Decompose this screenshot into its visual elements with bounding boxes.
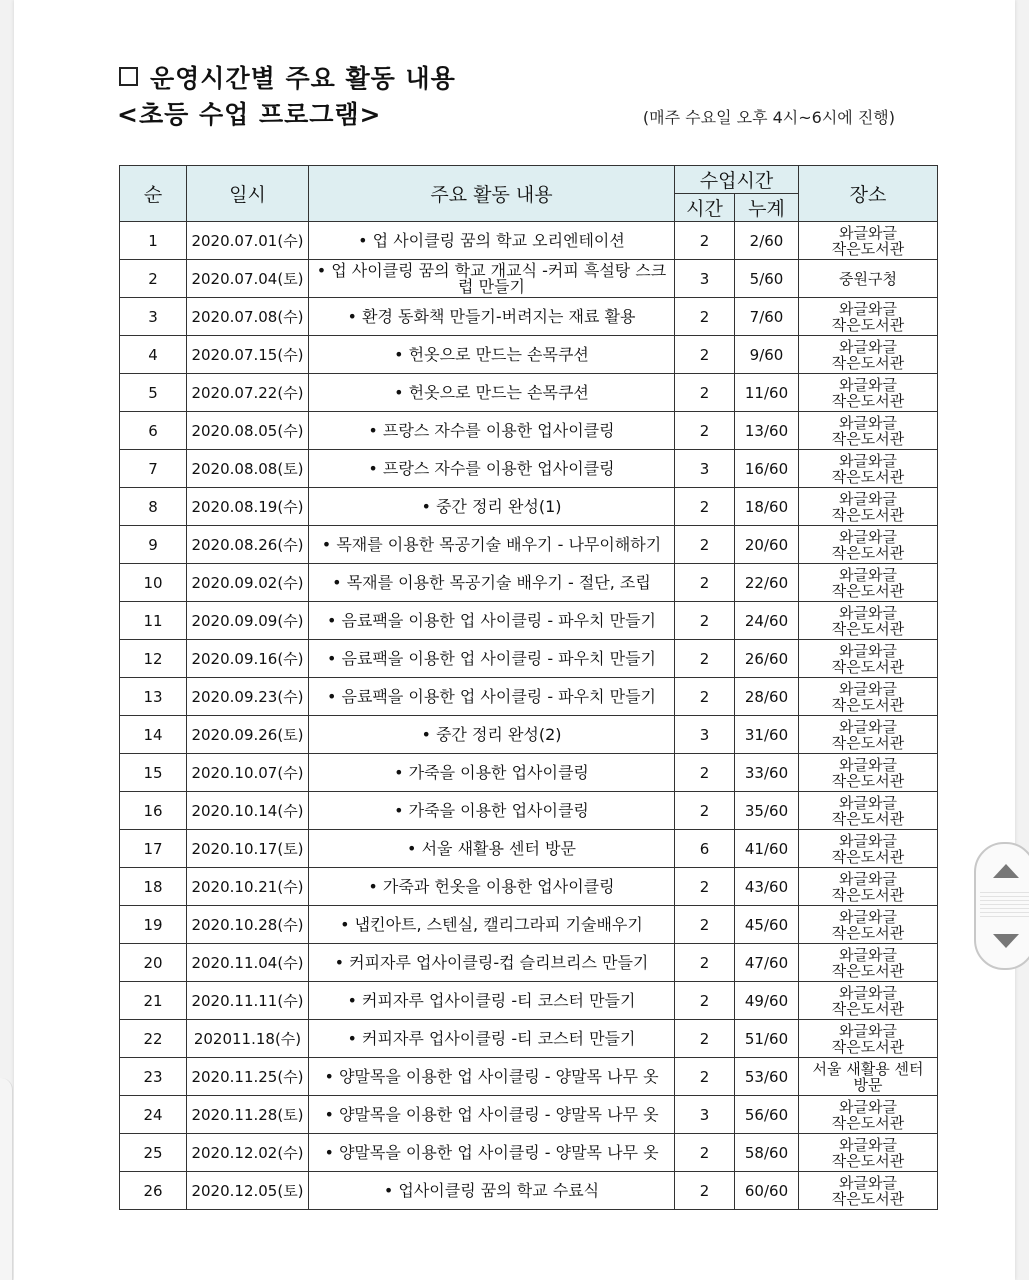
row-no: 25: [120, 1134, 187, 1172]
row-hours: 2: [675, 944, 735, 982]
row-cumulative: 2/60: [735, 222, 799, 260]
row-date: 2020.10.07(수): [187, 754, 309, 792]
row-cumulative: 47/60: [735, 944, 799, 982]
place-line: 와글와글: [839, 223, 897, 242]
place-line: 와글와글: [839, 527, 897, 546]
row-date: 2020.07.08(수): [187, 298, 309, 336]
table-row: [120, 944, 938, 982]
place-line: 작은도서관: [831, 353, 905, 372]
row-no: 1: [120, 222, 187, 260]
place-line: 작은도서관: [831, 1151, 905, 1170]
row-cumulative: 51/60: [735, 1020, 799, 1058]
table-row: [120, 1058, 938, 1096]
place-line: 작은도서관: [831, 239, 905, 258]
place-line: 작은도서관: [831, 619, 905, 638]
row-no: 7: [120, 450, 187, 488]
row-no: 18: [120, 868, 187, 906]
row-activity: • 가죽과 헌옷을 이용한 업사이클링: [309, 868, 675, 906]
triangle-down-icon[interactable]: [993, 934, 1019, 948]
row-hours: 2: [675, 298, 735, 336]
place-line: 와글와글: [839, 717, 897, 736]
row-date: 2020.07.01(수): [187, 222, 309, 260]
place-line: 와글와글: [839, 413, 897, 432]
row-date: 2020.08.19(수): [187, 488, 309, 526]
page-scroll-control[interactable]: [974, 842, 1029, 970]
row-cumulative: 35/60: [735, 792, 799, 830]
row-date: 2020.10.21(수): [187, 868, 309, 906]
row-hours: 2: [675, 868, 735, 906]
row-activity: • 냅킨아트, 스텐실, 캘리그라피 기술배우기: [309, 906, 675, 944]
row-cumulative: 16/60: [735, 450, 799, 488]
place-line: 와글와글: [839, 603, 897, 622]
table-row: [120, 564, 938, 602]
row-place: [799, 982, 938, 1020]
schedule-rows: [120, 222, 938, 1210]
row-cumulative: 20/60: [735, 526, 799, 564]
row-hours: 2: [675, 564, 735, 602]
row-cumulative: 11/60: [735, 374, 799, 412]
row-activity: • 음료팩을 이용한 업 사이클링 - 파우치 만들기: [309, 602, 675, 640]
row-activity: • 헌옷으로 만드는 손목쿠션: [309, 336, 675, 374]
row-place: [799, 412, 938, 450]
row-place: [799, 1058, 938, 1096]
place-line: 작은도서관: [831, 733, 905, 752]
row-cumulative: 43/60: [735, 868, 799, 906]
row-place: [799, 716, 938, 754]
row-activity: • 음료팩을 이용한 업 사이클링 - 파우치 만들기: [309, 640, 675, 678]
row-hours: 2: [675, 336, 735, 374]
place-line: 와글와글: [839, 755, 897, 774]
row-hours: 2: [675, 1020, 735, 1058]
row-place: [799, 1020, 938, 1058]
row-hours: 2: [675, 640, 735, 678]
row-place: [799, 944, 938, 982]
row-hours: 3: [675, 1096, 735, 1134]
row-cumulative: 24/60: [735, 602, 799, 640]
row-no: 26: [120, 1172, 187, 1210]
row-activity: • 음료팩을 이용한 업 사이클링 - 파우치 만들기: [309, 678, 675, 716]
place-line: 와글와글: [839, 1097, 897, 1116]
row-activity: • 업 사이클링 꿈의 학교 개교식 -커피 흑설탕 스크럽 만들기: [309, 260, 675, 298]
row-no: 14: [120, 716, 187, 754]
row-hours: 3: [675, 450, 735, 488]
row-hours: 3: [675, 260, 735, 298]
table-row: [120, 716, 938, 754]
place-line: 중원구청: [839, 269, 897, 288]
place-line: 와글와글: [839, 299, 897, 318]
row-place: [799, 298, 938, 336]
row-place: [799, 678, 938, 716]
place-line: 작은도서관: [831, 467, 905, 486]
row-no: 20: [120, 944, 187, 982]
row-no: 11: [120, 602, 187, 640]
row-hours: 3: [675, 716, 735, 754]
row-no: 24: [120, 1096, 187, 1134]
table-row: [120, 602, 938, 640]
row-activity: • 양말목을 이용한 업 사이클링 - 양말목 나무 옷: [309, 1058, 675, 1096]
row-no: 16: [120, 792, 187, 830]
place-line: 서울 새활용 센터: [812, 1059, 924, 1078]
row-cumulative: 49/60: [735, 982, 799, 1020]
row-cumulative: 26/60: [735, 640, 799, 678]
row-activity: • 업 사이클링 꿈의 학교 오리엔테이션: [309, 222, 675, 260]
header-cumulative: 누계: [735, 194, 799, 222]
schedule-note: (매주 수요일 오후 4시~6시에 진행): [642, 108, 895, 127]
row-place: [799, 526, 938, 564]
header-place: 장소: [799, 166, 938, 222]
place-line: 작은도서관: [831, 771, 905, 790]
section-heading: [119, 64, 456, 94]
row-date: 202011.18(수): [187, 1020, 309, 1058]
place-line: 와글와글: [839, 375, 897, 394]
row-date: 2020.11.28(토): [187, 1096, 309, 1134]
row-activity: • 업사이클링 꿈의 학교 수료식: [309, 1172, 675, 1210]
place-line: 작은도서관: [831, 1037, 905, 1056]
table-row: [120, 1172, 938, 1210]
table-header-row: [120, 166, 938, 194]
place-line: 작은도서관: [831, 923, 905, 942]
row-date: 2020.11.11(수): [187, 982, 309, 1020]
row-activity: • 프랑스 자수를 이용한 업사이클링: [309, 412, 675, 450]
row-cumulative: 41/60: [735, 830, 799, 868]
row-activity: • 가죽을 이용한 업사이클링: [309, 792, 675, 830]
row-date: 2020.08.26(수): [187, 526, 309, 564]
table-row: [120, 1134, 938, 1172]
row-hours: 2: [675, 1134, 735, 1172]
row-date: 2020.11.25(수): [187, 1058, 309, 1096]
row-hours: 2: [675, 1172, 735, 1210]
place-line: 와글와글: [839, 565, 897, 584]
checkbox-square-icon: [119, 67, 138, 86]
section-title: 운영시간별 주요 활동 내용: [150, 64, 456, 93]
row-no: 8: [120, 488, 187, 526]
header-hours: 시간: [675, 194, 735, 222]
table-row: [120, 1020, 938, 1058]
place-line: 작은도서관: [831, 847, 905, 866]
row-date: 2020.08.08(토): [187, 450, 309, 488]
triangle-up-icon[interactable]: [993, 864, 1019, 878]
row-no: 3: [120, 298, 187, 336]
place-line: 작은도서관: [831, 1189, 905, 1208]
row-cumulative: 5/60: [735, 260, 799, 298]
row-hours: 2: [675, 678, 735, 716]
row-date: 2020.09.16(수): [187, 640, 309, 678]
table-row: [120, 640, 938, 678]
table-row: [120, 754, 938, 792]
row-activity: • 중간 정리 완성(2): [309, 716, 675, 754]
row-activity: • 헌옷으로 만드는 손목쿠션: [309, 374, 675, 412]
place-line: 와글와글: [839, 679, 897, 698]
row-date: 2020.07.22(수): [187, 374, 309, 412]
row-hours: 2: [675, 526, 735, 564]
row-cumulative: 56/60: [735, 1096, 799, 1134]
row-hours: 2: [675, 982, 735, 1020]
row-place: [799, 260, 938, 298]
row-date: 2020.09.26(토): [187, 716, 309, 754]
table-row: [120, 526, 938, 564]
table-row: [120, 450, 938, 488]
row-place: [799, 868, 938, 906]
document-page: [14, 0, 1015, 1280]
row-activity: • 양말목을 이용한 업 사이클링 - 양말목 나무 옷: [309, 1134, 675, 1172]
row-no: 10: [120, 564, 187, 602]
place-line: 와글와글: [839, 451, 897, 470]
place-line: 와글와글: [839, 1021, 897, 1040]
place-line: 와글와글: [839, 869, 897, 888]
row-no: 23: [120, 1058, 187, 1096]
header-activity: 주요 활동 내용: [309, 166, 675, 222]
row-no: 6: [120, 412, 187, 450]
place-line: 와글와글: [839, 907, 897, 926]
row-cumulative: 60/60: [735, 1172, 799, 1210]
place-line: 작은도서관: [831, 809, 905, 828]
row-activity: • 환경 동화책 만들기-버려지는 재료 활용: [309, 298, 675, 336]
place-line: 와글와글: [839, 831, 897, 850]
row-date: 2020.07.04(토): [187, 260, 309, 298]
table-row: [120, 488, 938, 526]
row-no: 4: [120, 336, 187, 374]
place-line: 작은도서관: [831, 695, 905, 714]
row-cumulative: 22/60: [735, 564, 799, 602]
place-line: 작은도서관: [831, 429, 905, 448]
row-hours: 2: [675, 488, 735, 526]
table-row: [120, 792, 938, 830]
row-hours: 2: [675, 792, 735, 830]
row-cumulative: 9/60: [735, 336, 799, 374]
row-cumulative: 53/60: [735, 1058, 799, 1096]
row-place: [799, 602, 938, 640]
row-activity: • 커피자루 업사이클링 -티 코스터 만들기: [309, 1020, 675, 1058]
place-line: 와글와글: [839, 983, 897, 1002]
row-place: [799, 830, 938, 868]
row-place: [799, 1134, 938, 1172]
row-activity: • 목재를 이용한 목공기술 배우기 - 절단, 조립: [309, 564, 675, 602]
row-hours: 2: [675, 374, 735, 412]
row-hours: 6: [675, 830, 735, 868]
place-line: 작은도서관: [831, 505, 905, 524]
row-cumulative: 33/60: [735, 754, 799, 792]
row-place: [799, 336, 938, 374]
row-date: 2020.07.15(수): [187, 336, 309, 374]
row-no: 5: [120, 374, 187, 412]
row-cumulative: 7/60: [735, 298, 799, 336]
row-no: 17: [120, 830, 187, 868]
row-date: 2020.12.05(토): [187, 1172, 309, 1210]
row-activity: • 프랑스 자수를 이용한 업사이클링: [309, 450, 675, 488]
place-line: 작은도서관: [831, 315, 905, 334]
header-date: 일시: [187, 166, 309, 222]
table-row: [120, 1096, 938, 1134]
row-hours: 2: [675, 906, 735, 944]
row-place: [799, 564, 938, 602]
place-line: 작은도서관: [831, 657, 905, 676]
row-place: [799, 450, 938, 488]
header-no: 순: [120, 166, 187, 222]
row-no: 2: [120, 260, 187, 298]
table-row: [120, 298, 938, 336]
row-place: [799, 1096, 938, 1134]
row-date: 2020.09.23(수): [187, 678, 309, 716]
side-panel-edge[interactable]: [0, 1078, 13, 1280]
row-hours: 2: [675, 222, 735, 260]
schedule-table: [119, 165, 938, 1210]
row-cumulative: 45/60: [735, 906, 799, 944]
place-line: 작은도서관: [831, 885, 905, 904]
row-date: 2020.10.14(수): [187, 792, 309, 830]
row-no: 12: [120, 640, 187, 678]
row-hours: 2: [675, 602, 735, 640]
row-date: 2020.11.04(수): [187, 944, 309, 982]
row-no: 9: [120, 526, 187, 564]
row-cumulative: 18/60: [735, 488, 799, 526]
row-place: [799, 906, 938, 944]
row-place: [799, 1172, 938, 1210]
row-place: [799, 222, 938, 260]
place-line: 작은도서관: [831, 999, 905, 1018]
place-line: 방문: [853, 1075, 883, 1094]
row-activity: • 커피자루 업사이클링-컵 슬리브리스 만들기: [309, 944, 675, 982]
row-no: 21: [120, 982, 187, 1020]
place-line: 와글와글: [839, 489, 897, 508]
row-hours: 2: [675, 1058, 735, 1096]
row-activity: • 서울 새활용 센터 방문: [309, 830, 675, 868]
table-row: [120, 906, 938, 944]
row-place: [799, 792, 938, 830]
row-hours: 2: [675, 754, 735, 792]
row-activity: • 양말목을 이용한 업 사이클링 - 양말목 나무 옷: [309, 1096, 675, 1134]
place-line: 와글와글: [839, 337, 897, 356]
row-cumulative: 28/60: [735, 678, 799, 716]
row-date: 2020.09.02(수): [187, 564, 309, 602]
place-line: 작은도서관: [831, 581, 905, 600]
row-activity: • 중간 정리 완성(1): [309, 488, 675, 526]
row-cumulative: 58/60: [735, 1134, 799, 1172]
row-cumulative: 13/60: [735, 412, 799, 450]
row-hours: 2: [675, 412, 735, 450]
table-row: [120, 260, 938, 298]
table-row: [120, 678, 938, 716]
place-line: 와글와글: [839, 1173, 897, 1192]
place-line: 와글와글: [839, 945, 897, 964]
row-activity: • 목재를 이용한 목공기술 배우기 - 나무이해하기: [309, 526, 675, 564]
row-activity: • 가죽을 이용한 업사이클링: [309, 754, 675, 792]
row-activity: • 커피자루 업사이클링 -티 코스터 만들기: [309, 982, 675, 1020]
table-row: [120, 830, 938, 868]
row-no: 19: [120, 906, 187, 944]
row-place: [799, 488, 938, 526]
place-line: 와글와글: [839, 641, 897, 660]
scroll-grip[interactable]: [980, 892, 1029, 920]
row-no: 13: [120, 678, 187, 716]
row-place: [799, 374, 938, 412]
table-row: [120, 374, 938, 412]
table-row: [120, 412, 938, 450]
row-no: 15: [120, 754, 187, 792]
program-title: <초등 수업 프로그램>: [117, 100, 382, 129]
table-row: [120, 336, 938, 374]
place-line: 작은도서관: [831, 1113, 905, 1132]
row-cumulative: 31/60: [735, 716, 799, 754]
row-date: 2020.12.02(수): [187, 1134, 309, 1172]
place-line: 작은도서관: [831, 543, 905, 562]
table-row: [120, 222, 938, 260]
row-place: [799, 640, 938, 678]
row-date: 2020.08.05(수): [187, 412, 309, 450]
place-line: 작은도서관: [831, 961, 905, 980]
place-line: 작은도서관: [831, 391, 905, 410]
row-date: 2020.10.28(수): [187, 906, 309, 944]
table-row: [120, 868, 938, 906]
place-line: 와글와글: [839, 793, 897, 812]
row-date: 2020.09.09(수): [187, 602, 309, 640]
row-place: [799, 754, 938, 792]
row-date: 2020.10.17(토): [187, 830, 309, 868]
place-line: 와글와글: [839, 1135, 897, 1154]
row-no: 22: [120, 1020, 187, 1058]
table-row: [120, 982, 938, 1020]
header-class-time: 수업시간: [675, 166, 799, 194]
